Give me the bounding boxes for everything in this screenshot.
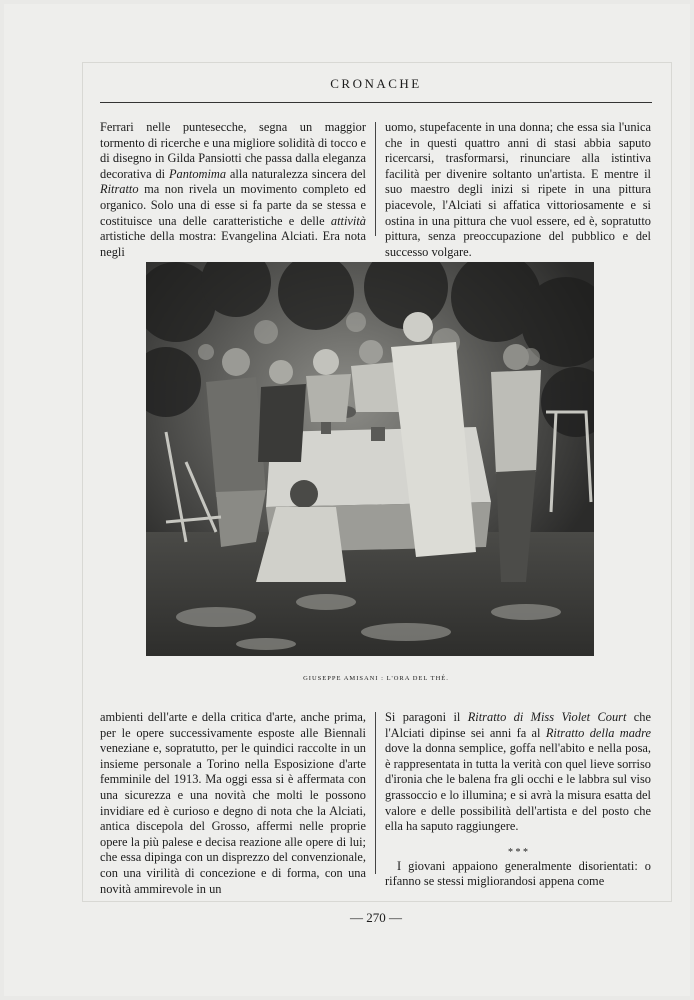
page-number: — 270 — <box>350 910 402 925</box>
paragraph <box>385 710 651 835</box>
section-break-asterism: * * * <box>508 846 528 858</box>
text-run: artistiche della mostra: Evangelina Alciati. Era nota negli <box>100 229 366 259</box>
text-run: ma non rivela un movimento completo ed organico. Solo una di esse si fa parte da se stessa e costituisce una delle caratteristiche e delle <box>100 182 366 228</box>
text-column-bottom-left <box>100 710 366 897</box>
painting-image <box>146 262 594 656</box>
text-run: Si paragoni il <box>385 710 468 724</box>
text-run: uomo, stupefacente in una donna; che essa sia l'unica che in questi quattro anni di stasi abbia saputo ricercarsi, trasformarsi, rinunciare alla istintiva facilità per divenire soltanto un'artista. E mentre il suo maestro degli inizi si ripete in una pittura piacevole, l'Alciati si affatica vittoriosamente e si ostina in una pittura che vuol essere, ed è, sopratutto pittura, senza preoccupazione del pubblico e del successo volgare. <box>385 120 651 259</box>
text-run: ambienti dell'arte e della critica d'arte, anche prima, per le opere successivamente esposte alle Biennali veneziane e, sopratutto, per le quindici raccolte in un insieme personale a Torino nella Esposizione d'arte femminile del 1913. Ma oggi essa si è affermata con una sicurezza e una novità che molti le possono invidiare ed è curioso e degno di nota che la Alciati, antica discepola del Grosso, affermi nelle proprie opere la più palese e decisa reazione alle opere di lui; che essa dipinga con un disprezzo del convenzionale, con una virilità di concezione e di forma, con una novità ammirevole in un <box>100 710 366 896</box>
running-header: CRONACHE <box>330 76 422 91</box>
figure-caption: GIUSEPPE AMISANI : L'ORA DEL THÉ. <box>303 675 449 682</box>
column-separator <box>375 122 376 236</box>
italic-title: Ritratto <box>100 182 139 197</box>
italic-title: Ritratto della madre <box>545 725 651 740</box>
text-run: Ferrari nelle puntesecche, segna un maggior tormento di ricerche e una migliore solidità di tocco e di disegno in Gilda Pansiotti che passa dalla eleganza decorativa di <box>100 120 366 181</box>
column-separator <box>375 712 376 874</box>
text-run: dove la donna semplice, goffa nell'abito e nella posa, è rappresentata in tutta la verità con quel lieve sorriso d'ironia che le balena fra gli occhi e le labbra sul viso grassoccio e lo illumina; e si avrà la misura esatta del valore e delle possibilità dell'artista e del posto che ella ha saputo raggiungere. <box>385 741 651 834</box>
italic-title: Pantomima <box>168 166 227 181</box>
text-column-top-left <box>100 120 366 260</box>
italic-title: Ritratto di Miss Violet Court <box>467 710 627 724</box>
paragraph <box>385 120 651 260</box>
italic-title: attività <box>330 213 366 228</box>
text-run: che l'Alciati dipinse sei anni fa al <box>385 710 651 740</box>
text-column-bottom-right <box>385 710 651 890</box>
header-rule <box>100 102 652 103</box>
paragraph: I giovani appaiono generalmente disorientati: o rifanno se stessi migliorandosi appena come <box>385 858 651 889</box>
text-column-top-right <box>385 120 651 260</box>
painting-reproduction <box>146 262 594 656</box>
text-run: alla naturalezza sincera del <box>226 166 366 181</box>
paragraph <box>100 120 366 260</box>
paragraph <box>100 710 366 897</box>
